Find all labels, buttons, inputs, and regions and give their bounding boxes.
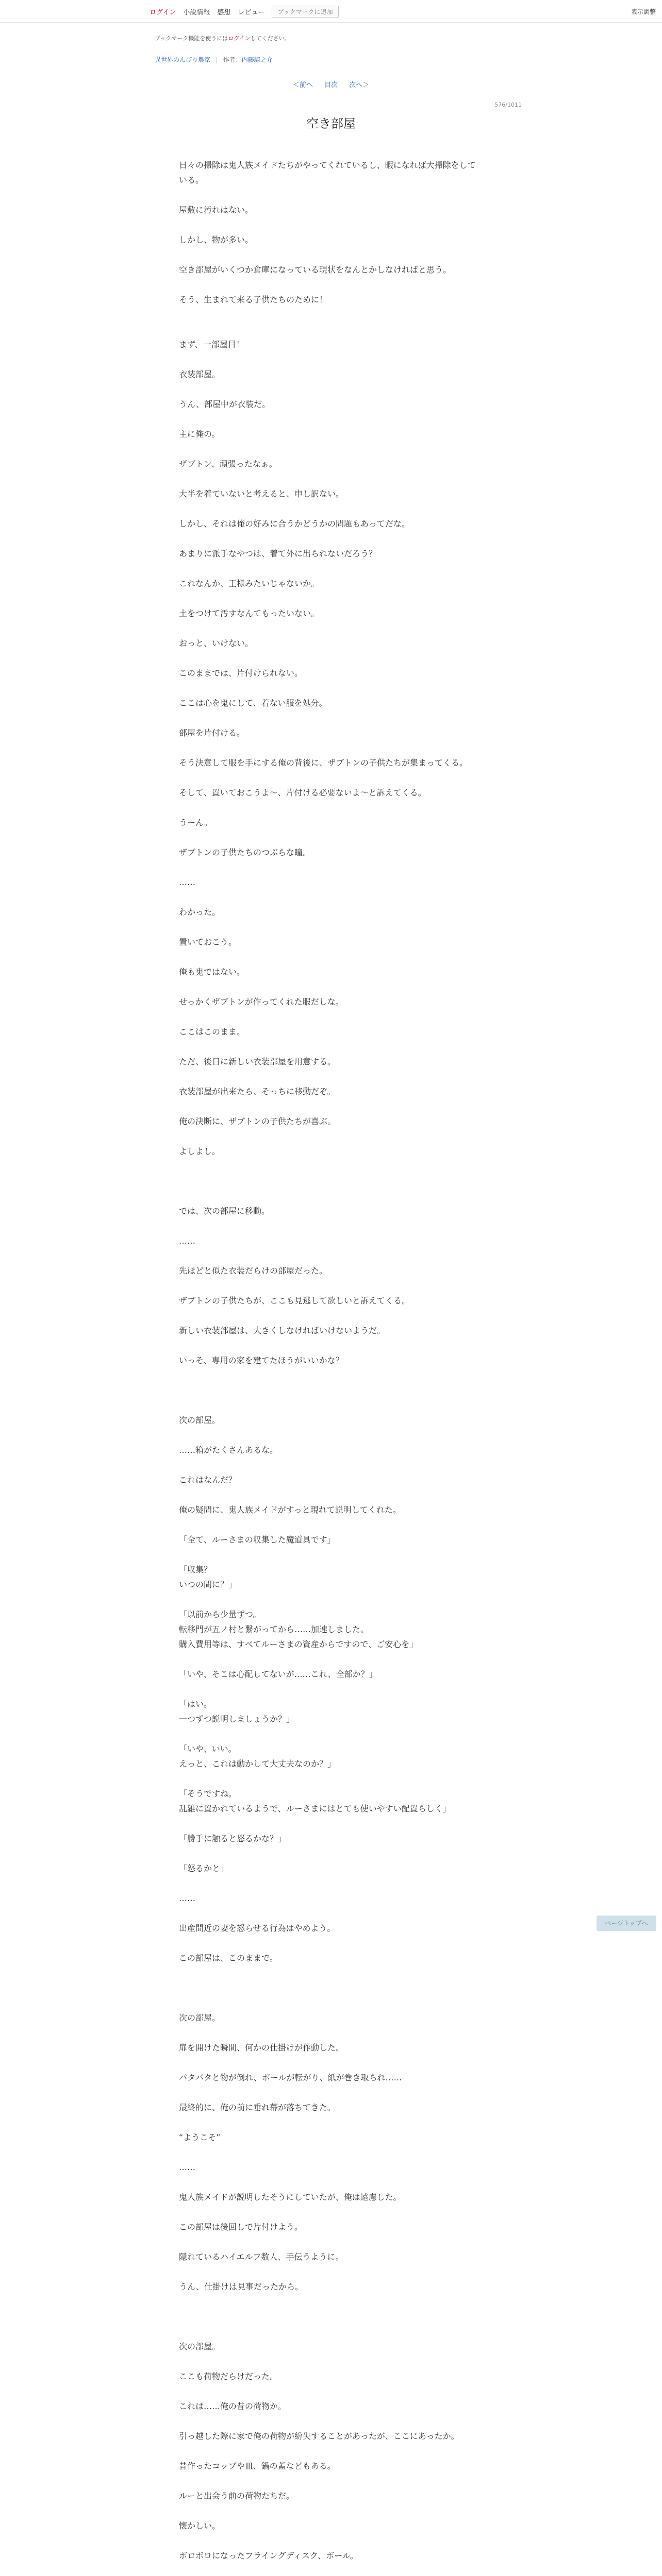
novel-line: …… [179,1236,195,1246]
novel-paragraph [179,2399,529,2414]
novel-section [179,158,529,307]
novel-paragraph [179,576,529,591]
novel-line: 昔作ったコップや皿、鍋の蓋などもある。 [179,2461,336,2471]
novel-paragraph [179,845,529,860]
novel-line: “ようこそ” [179,2132,221,2142]
novel-paragraph [179,1054,529,1069]
novel-paragraph [179,1562,529,1592]
novel-line: 衣装部屋。 [179,369,221,379]
novel-paragraph [179,1413,529,1428]
novel-paragraph [179,1502,529,1517]
novel-line: …… [179,2162,195,2172]
author-link[interactable]: 内藤騎之介 [241,56,273,63]
novel-line: いつの間に？」 [179,1580,237,1589]
novel-paragraph [179,2518,529,2533]
novel-line: そう、生まれて来る子供たちのために！ [179,295,328,304]
review-link[interactable]: レビュー [238,8,265,16]
login-notice-text-after: してください。 [250,35,290,42]
novel-line: よしよし。 [179,1146,221,1156]
login-notice-text: ブックマーク機能を使うには [155,35,228,42]
novel-paragraph [179,1472,529,1487]
novel-line: …… [179,1893,195,1903]
novel-line: 新しい衣装部屋は、大きくしなければいけないようだ。 [179,1326,386,1335]
novel-section [179,1413,529,1965]
novel-paragraph [179,815,529,830]
novel-line: 置いておこう。 [179,937,237,947]
novel-paragraph [179,1861,529,1876]
novel-paragraph [179,262,529,277]
novel-paragraph [179,2279,529,2294]
novel-paragraph [179,1891,529,1906]
novel-line: 衣装部屋が出来たら、そっちに移動だぞ。 [179,1087,336,1096]
novel-paragraph [179,202,529,217]
novel-line: ……箱がたくさんあるな。 [179,1445,278,1455]
novel-line: 主に俺の。 [179,429,220,439]
novel-paragraph [179,2429,529,2444]
novel-line: ここも荷物だらけだった。 [179,2371,278,2381]
novel-paragraph [179,1921,529,1936]
novel-line: パタパタと物が倒れ、ボールが転がり、紙が巻き取られ…… [179,2073,402,2082]
novel-line: これは……俺の昔の荷物か。 [179,2401,287,2411]
novel-line: 「全て、ルーさまの収集した魔道具です」 [179,1535,336,1545]
novel-paragraph [179,1144,529,1159]
novel-paragraph [179,516,529,531]
novel-paragraph [179,1263,529,1278]
novel-paragraph [179,397,529,412]
novel-line: しかし、物が多い。 [179,235,254,245]
novel-line: 乱雑に置かれているようで、ルーさまにはとても使いやすい配置らしく」 [179,1804,451,1814]
novel-paragraph [179,1831,529,1846]
novel-paragraph [179,2219,529,2234]
novel-body [179,158,529,2576]
novel-paragraph [179,1024,529,1039]
novel-paragraph [179,367,529,382]
novel-paragraph [179,725,529,740]
novel-paragraph [179,1293,529,1308]
novel-paragraph [179,427,529,442]
novel-paragraph [179,456,529,471]
novel-line: 懐かしい。 [179,2521,221,2531]
novel-info [155,55,273,65]
novel-line: 土をつけて汚すなんてもったいない。 [179,608,320,618]
novel-line: では、次の部屋に移動。 [179,1206,270,1216]
novel-paragraph [179,1084,529,1099]
novel-paragraph [179,905,529,920]
novel-paragraph [179,2010,529,2025]
novel-line: 購入費用等は、すべてルーさまの資産からですので、ご安心を」 [179,1639,418,1649]
novel-section [179,2339,529,2576]
novel-paragraph [179,1607,529,1652]
novel-line: 先ほどと似た衣装だらけの部屋だった。 [179,1266,328,1276]
novel-line: わかった。 [179,907,221,917]
prev-chapter-link[interactable]: ＜前へ [292,81,313,89]
novel-paragraph [179,2369,529,2384]
novel-line: 部屋を片付ける。 [179,728,245,738]
novel-line: 「はい。 [179,1699,212,1709]
novel-line: 出産間近の妻を怒らせる行為はやめよう。 [179,1923,336,1933]
novel-line: 一つずつ説明しましょうか？」 [179,1714,295,1724]
novel-paragraph [179,2100,529,2115]
login-notice-link[interactable]: ログイン [228,35,251,42]
novel-line: まず、一部屋目！ [179,340,244,349]
novel-paragraph [179,1114,529,1129]
novel-title-link[interactable]: 異世界のんびり農家 [155,56,211,63]
novel-line: 鬼人族メイドが説明したそうにしていたが、俺は遠慮した。 [179,2192,402,2202]
novel-line: この部屋は、このままで。 [179,1953,278,1963]
novel-line: 扉を開けた瞬間、何かの仕掛けが作動した。 [179,2043,344,2053]
novel-line: 「そうですね。 [179,1789,237,1799]
novel-paragraph [179,1951,529,1965]
novel-paragraph [179,755,529,770]
novel-section [179,1204,529,1368]
novel-line: ザブトンの子供たちが、ここも見逃して欲しいと訴えてくる。 [179,1296,410,1306]
novel-line: このままでは、片付けられない。 [179,668,303,678]
novel-paragraph [179,935,529,950]
novel-line: しかし、それは俺の好みに合うかどうかの問題もあってだな。 [179,519,410,529]
novel-section [179,2010,529,2294]
novel-paragraph [179,2488,529,2503]
novel-paragraph [179,1697,529,1726]
novel-line: ボロボロになったフライングディスク、ボール。 [179,2551,358,2561]
novel-line: 「いや、いい。 [179,1744,237,1754]
novel-line: 「怒るかと」 [179,1863,229,1873]
novel-line: いる。 [179,175,204,185]
novel-line: ここは心を鬼にして、着ない服を処分。 [179,698,327,708]
novel-line: いっそ、専用の家を建てたほうがいいかな？ [179,1355,344,1365]
header-nav [150,0,339,23]
site-header [0,0,662,23]
novel-line: ルーと出会う前の荷物たちだ。 [179,2491,295,2501]
novel-paragraph [179,337,529,352]
novel-line: 俺の決断に、ザブトンの子供たちが喜ぶ。 [179,1116,336,1126]
novel-paragraph [179,158,529,188]
novel-line: ザブトンの子供たちのつぶらな瞳。 [179,848,311,857]
novel-paragraph [179,1786,529,1816]
impressions-link[interactable]: 感想 [217,8,231,16]
novel-line: うん、仕掛けは見事だったから。 [179,2282,303,2292]
novel-line: そう決意して服を手にする俺の背後に、ザブトンの子供たちが集まってくる。 [179,758,468,768]
novel-paragraph [179,1443,529,1458]
novel-paragraph [179,994,529,1009]
novel-paragraph [179,606,529,621]
chapter-title: 空き部屋 [306,116,356,131]
novel-line: …… [179,877,195,887]
novel-paragraph [179,1741,529,1771]
novel-line: 次の部屋。 [179,2342,221,2351]
novel-paragraph [179,875,529,890]
display-settings-link[interactable]: 表示調整 [631,8,656,15]
novel-paragraph [179,1323,529,1338]
novel-info-link[interactable]: 小説情報 [183,8,210,16]
login-notice [155,34,290,43]
novel-line: ただ、後日に新しい衣装部屋を用意する。 [179,1057,336,1066]
novel-line: おっと、いけない。 [179,638,254,648]
novel-paragraph [179,2070,529,2085]
novel-paragraph [179,2130,529,2145]
novel-line: これはなんだ？ [179,1475,237,1485]
novel-line: 大半を着ていないと考えると、申し訳ない。 [179,489,344,499]
novel-paragraph [179,666,529,681]
novel-line: うん、部屋中が衣装だ。 [179,399,270,409]
novel-line: 空き部屋がいくつか倉庫になっている現状をなんとかしなければと思う。 [179,265,452,275]
novel-line: 日々の掃除は鬼人族メイドたちがやってくれているし、暇になれば大掃除をして [179,160,476,170]
toc-link[interactable]: 目次 [324,81,338,89]
novel-line: そして、置いておこうよ～、片付ける必要ないよ～と訴えてくる。 [179,788,426,798]
novel-line: ここはこのまま。 [179,1027,245,1037]
novel-line: 「以前から少量ずつ。 [179,1609,261,1619]
novel-paragraph [179,546,529,561]
novel-line: せっかくザブトンが作ってくれた服だしな。 [179,997,344,1007]
novel-line: あまりに派手なやつは、着て外に出られないだろう？ [179,549,377,558]
novel-paragraph [179,1667,529,1682]
novel-paragraph [179,2548,529,2563]
novel-paragraph [179,2190,529,2205]
novel-line: 屋敷に汚れはない。 [179,205,254,215]
novel-paragraph [179,2339,529,2354]
novel-paragraph [179,2249,529,2264]
page-top-button[interactable]: ページトップへ [597,1916,656,1931]
novel-line: うーん。 [179,818,212,827]
novel-paragraph [179,696,529,710]
chapter-nav [0,80,662,91]
novel-paragraph [179,785,529,800]
novel-line: 俺の疑問に、鬼人族メイドがすっと現れて説明してくれた。 [179,1505,401,1515]
novel-line: 「勝手に触ると怒るかな？」 [179,1834,287,1843]
next-chapter-link[interactable]: 次へ＞ [349,81,370,89]
novel-paragraph [179,292,529,307]
add-bookmark-button[interactable]: ブックマークに追加 [272,6,338,18]
novel-paragraph [179,1204,529,1218]
novel-line: 最終的に、俺の前に垂れ幕が落ちてきた。 [179,2103,336,2112]
novel-line: 「収集？ [179,1565,212,1574]
novel-line: えっと、これは動かして大丈夫なのか？」 [179,1759,336,1769]
login-link[interactable]: ログイン [150,8,176,16]
novel-line: 隠れているハイエルフ数人、手伝うように。 [179,2252,344,2262]
novel-paragraph [179,486,529,501]
novel-paragraph [179,2040,529,2055]
author-label: 作者： [223,56,242,63]
novel-line: これなんか、王様みたいじゃないか。 [179,579,320,588]
novel-line: 次の部屋。 [179,2013,221,2023]
novel-paragraph [179,964,529,979]
novel-paragraph [179,1233,529,1248]
novel-paragraph [179,1532,529,1547]
novel-line: ザブトン、頑張ったなぁ。 [179,459,277,469]
novel-paragraph [179,2160,529,2175]
novel-line: 「いや、そこは心配してないが……これ、全部か？」 [179,1669,377,1679]
novel-paragraph [179,2459,529,2473]
novel-line: 転移門が五ノ村と繋がってから……加速しました。 [179,1624,369,1634]
novel-section [179,337,529,1159]
novel-paragraph [179,636,529,651]
novel-line: 引っ越した際に家で俺の荷物が紛失することがあったが、ここにあったか。 [179,2431,459,2441]
novel-paragraph [179,1353,529,1368]
chapter-number: 576/1011 [494,101,522,108]
novel-line: 俺も鬼ではない。 [179,967,245,977]
novel-paragraph [179,232,529,247]
novel-line: この部屋は後回しで片付けよう。 [179,2222,303,2232]
novel-line: 次の部屋。 [179,1415,221,1425]
